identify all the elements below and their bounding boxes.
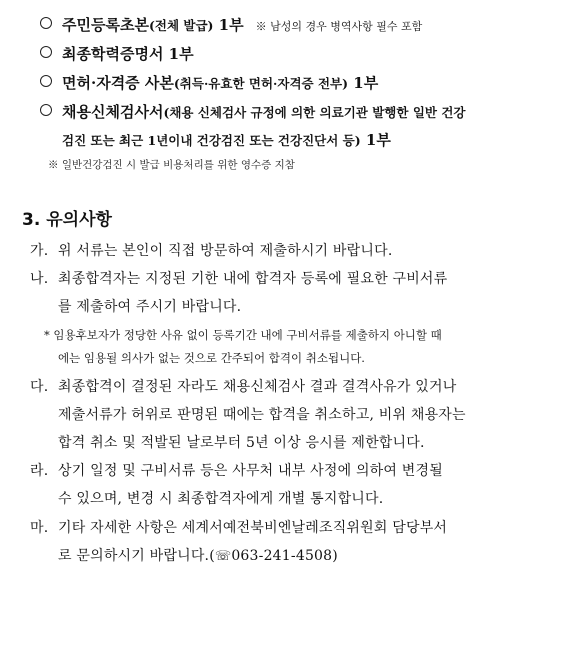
doc-item-label: 주민등록초본 (62, 16, 149, 34)
doc-item-label: 채용신체검사서 (62, 103, 164, 121)
note-text: 위 서류는 본인이 직접 방문하여 제출하시기 바랍니다. (58, 243, 393, 259)
note-na-subnote: * 임용후보자가 정당한 사유 없이 등록기간 내에 구비서류를 제출하지 아니할 때 (44, 328, 442, 342)
doc-item-label: 최종학력증명서 1부 (62, 45, 194, 63)
section-title: 유의사항 (46, 210, 112, 230)
doc-item-detail-cont: 검진 또는 최근 1년이내 건강검진 또는 건강진단서 등) (62, 133, 361, 148)
note-marker: 나. (30, 271, 49, 287)
bullet-circle-icon (40, 17, 52, 29)
note-ga (30, 240, 392, 260)
note-da-cont1: 제출서류가 허위로 판명된 때에는 합격을 취소하고, 비위 채용자는 (58, 407, 466, 423)
note-ra (30, 460, 443, 480)
doc-item-count: 1부 (348, 74, 379, 92)
note-text: 기타 자세한 사항은 세계서예전북비엔날레조직위원회 담당부서 (58, 520, 448, 536)
doc-item-detail: (전체 발급) (148, 18, 214, 33)
doc-item-resident-registration (40, 14, 422, 35)
note-marker: 다. (30, 379, 49, 395)
note-marker: 가. (30, 243, 49, 259)
note-na (30, 268, 447, 288)
note-ma-cont (58, 545, 338, 565)
note-marker: 라. (30, 463, 49, 479)
doc-item-education-certificate (40, 43, 194, 64)
doc-item-license-copy (40, 72, 378, 93)
doc-item-health-check (40, 101, 465, 122)
bullet-circle-icon (40, 46, 52, 58)
note-na-subnote-cont: 에는 임용될 의사가 없는 것으로 간주되어 합격이 취소됩니다. (58, 351, 365, 365)
note-ma (30, 517, 447, 537)
phone-icon: ☏ (214, 549, 232, 564)
note-text: 상기 일정 및 구비서류 등은 사무처 내부 사정에 의하여 변경될 (58, 463, 443, 479)
bullet-circle-icon (40, 104, 52, 116)
section-number: 3. (22, 210, 41, 230)
note-text-close: ) (332, 548, 338, 564)
bullet-circle-icon (40, 75, 52, 87)
doc-item-detail: (취득·유효한 면허·자격증 전부) (173, 76, 349, 91)
note-text: 로 문의하시기 바랍니다.( (58, 548, 215, 564)
note-da-cont2: 합격 취소 및 적발된 날로부터 5년 이상 응시를 제한합니다. (58, 435, 425, 451)
doc-item-health-check-cont (62, 129, 391, 150)
doc-item-count: 1부 (213, 16, 244, 34)
doc-item-count: 1부 (360, 131, 391, 149)
doc-item-detail: (채용 신체검사 규정에 의한 의료기관 발행한 일반 건강 (163, 105, 466, 120)
note-text: 최종합격자는 지정된 기한 내에 합격자 등록에 필요한 구비서류 (58, 271, 448, 287)
note-marker: 마. (30, 520, 49, 536)
note-da (30, 376, 456, 396)
note-na-cont: 를 제출하여 주시기 바랍니다. (58, 299, 242, 315)
section-heading (22, 205, 112, 230)
note-text: 최종합격이 결정된 자라도 채용신체검사 결과 결격사유가 있거나 (58, 379, 457, 395)
doc-item-note: ※ 남성의 경우 병역사항 필수 포함 (255, 20, 423, 33)
phone-number: 063-241-4508 (231, 548, 333, 564)
note-ra-cont: 수 있으며, 변경 시 최종합격자에게 개별 통지합니다. (58, 491, 384, 507)
doc-item-label: 면허·자격증 사본 (62, 74, 174, 92)
doc-footnote: ※ 일반건강검진 시 발급 비용처리를 위한 영수증 지참 (48, 159, 295, 171)
